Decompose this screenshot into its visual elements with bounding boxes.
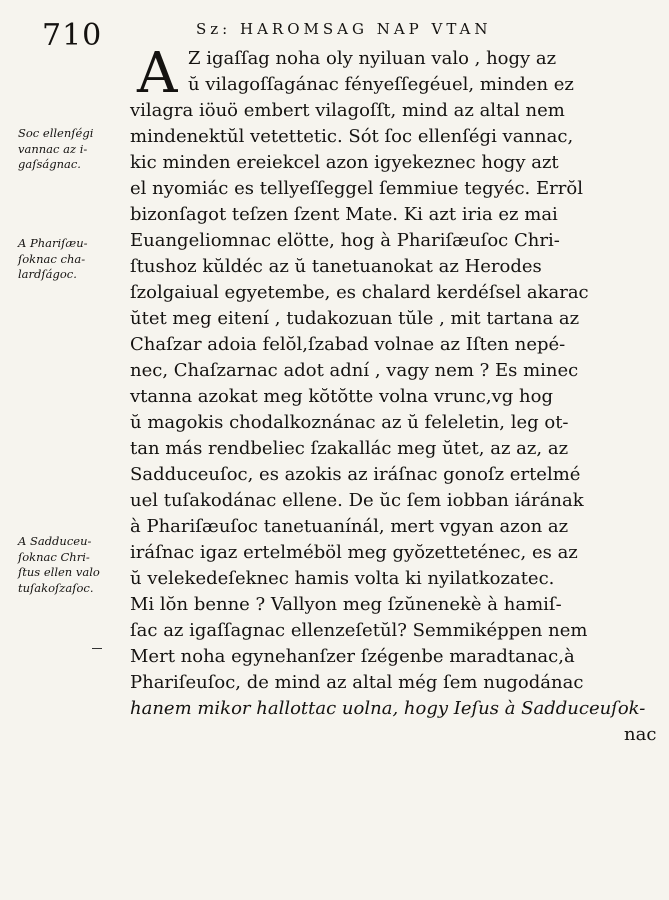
text-line: ſac az igaſſagnac ellenzeſetŭl? Semmiképpen nem (130, 620, 588, 641)
margin-note-line: ſoknac Chri- (18, 549, 90, 564)
text-line: Euangeliomnac elötte, hog à Phariſæuſoc Chri- (130, 230, 560, 251)
catchword: nac (624, 724, 657, 745)
margin-note-line: gaſságnac. (18, 157, 81, 171)
margin-mark (92, 648, 102, 649)
text-line: mindenektŭl vetettetic. Sót ſoc ellenſégi vannac, (130, 126, 574, 147)
margin-note-pharisees (18, 236, 88, 283)
text-line: à Phariſæuſoc tanetuanínál, mert vgyan azon az (130, 516, 569, 537)
text-line: bizonſagot teſzen ſzent Mate. Ki azt iria ez mai (130, 204, 558, 225)
margin-note-line: lardſágoc. (18, 267, 77, 281)
text-line: vilagra iöuö embert vilagoſſt, mind az altal nem (130, 100, 565, 121)
text-line: ŭtet meg eitení , tudakozuan tŭle , mit tartana az (130, 308, 580, 329)
text-line: Phariſeuſoc, de mind az altal még ſem nugodánac (130, 672, 584, 693)
page-number: 710 (42, 18, 103, 53)
text-line: ŭ vilagoſſagánac fényeſſegéuel, minden ez (188, 74, 574, 95)
margin-note-line: A Sadduceu- (18, 534, 92, 548)
margin-note-line: ſoknac cha- (18, 251, 86, 266)
text-line: hanem mikor hallottac uolna, hogy Ieſus à Sadduceuſok- (130, 698, 646, 719)
text-line: Sadduceuſoc, es azokis az iráſnac gonoſz ertelmé (130, 464, 581, 485)
margin-note-enemies (18, 126, 93, 173)
text-line: nec, Chaſzarnac adot adní , vagy nem ? Es minec (130, 360, 579, 381)
margin-note-line: vannac az i- (18, 141, 88, 156)
margin-note-line: A Phariſæu- (18, 236, 88, 250)
text-line: vtanna azokat meg kŏtŏtte volna vrunc,vg hog (130, 386, 553, 407)
margin-note-line: ſtus ellen valo (18, 565, 100, 579)
drop-cap: A (137, 41, 178, 106)
text-line: Mert noha egynehanſzer ſzégenbe maradtanac,à (130, 646, 575, 667)
text-line: ſzolgaiual egyetembe, es chalard kerdéſsel akarac (130, 282, 589, 303)
text-line: el nyomiác es tellyeſſeggel ſemmiue tegyéc. Errŏl (130, 178, 583, 199)
text-line: uel tuſakodánac ellene. De ŭc ſem iobban iárának (130, 490, 584, 511)
text-line: kic minden ereiekcel azon igyekeznec hogy azt (130, 152, 559, 173)
text-line: ŭ velekedeſeknec hamis volta ki nyilatkozatec. (130, 568, 555, 589)
text-line: Z igaſſag noha oly nyiluan valo , hogy az (188, 48, 557, 69)
text-line: Chaſzar adoia felŏl,ſzabad volnae az Iſten nepé- (130, 334, 566, 355)
text-line: ſtushoz kŭldéc az ŭ tanetuanokat az Herodes (130, 256, 542, 277)
margin-note-sadducees (18, 534, 100, 596)
margin-note-line: tuſakoſzaſoc. (18, 580, 94, 595)
text-line: ŭ magokis chodalkoznánac az ŭ feleletin, leg ot- (130, 412, 569, 433)
running-head: Sz: HAROMSAG NAP VTAN (196, 20, 492, 38)
text-line: iráſnac igaz ertelméböl meg gyŏzetteténec, es az (130, 542, 578, 563)
margin-note-line: Soc ellenſégi (18, 126, 94, 140)
text-line: Mi lŏn benne ? Vallyon meg ſzŭnenekè à hamiſ- (130, 594, 562, 615)
text-line: tan más rendbeliec ſzakallác meg ŭtet, az az, az (130, 438, 569, 459)
